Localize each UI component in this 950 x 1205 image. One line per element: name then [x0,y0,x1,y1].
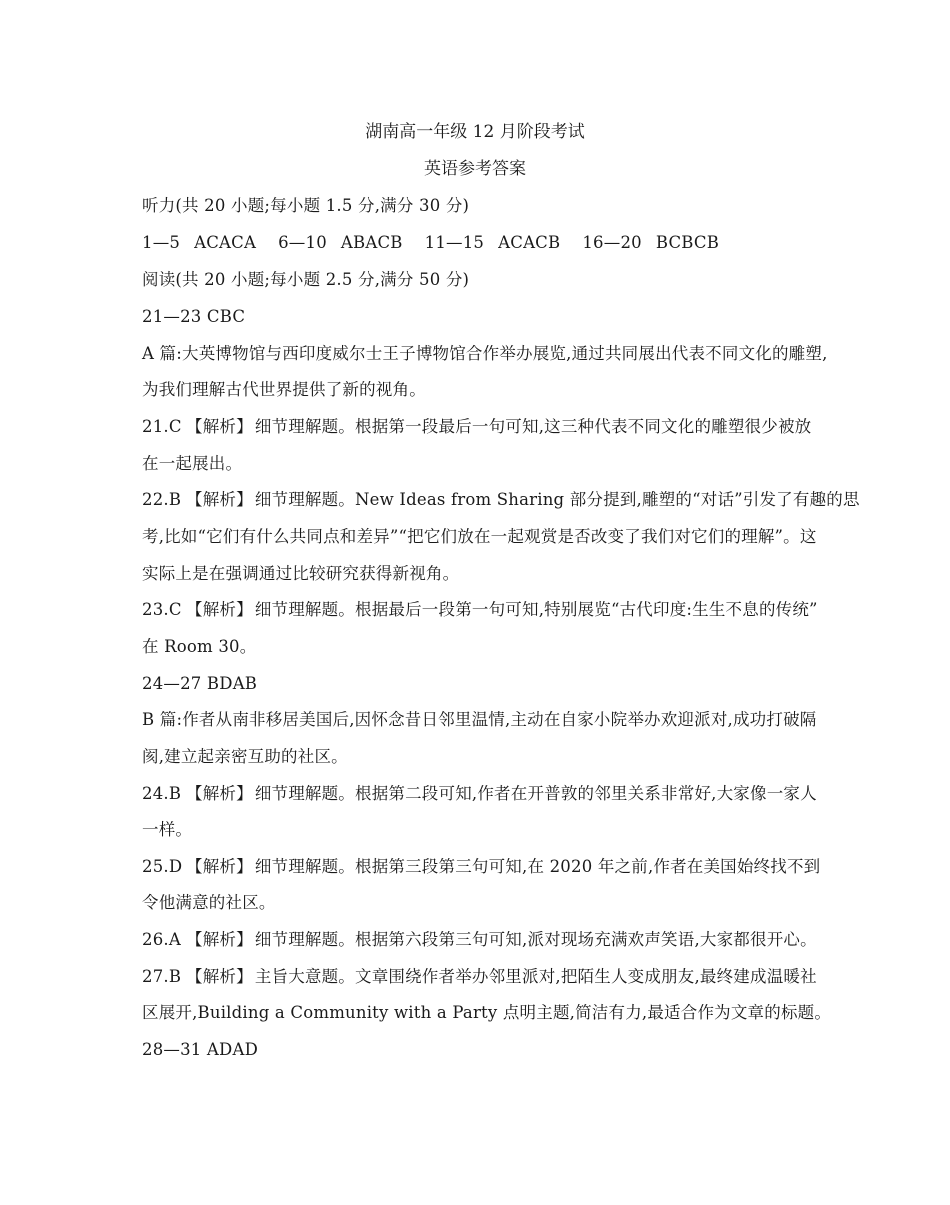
q23-answer: 23.C [142,600,182,619]
group-b-key: 24—27 BDAB [142,674,258,693]
key-answers: ABACB [340,233,403,252]
reading-heading: 阅读(共 20 小题;每小题 2.5 分,满分 50 分) [142,270,470,289]
q27-explanation [142,966,822,988]
q22-explanation [142,489,860,511]
analysis-tag: 【解析】 [186,600,253,619]
q23-text-cont: 在 Room 30。 [142,637,257,656]
q22-text-cont: 实际上是在强调通过比较研究获得新视角。 [142,564,460,583]
q24-text-cont: 一样。 [142,820,193,839]
q25-explanation [142,856,822,878]
q25-text: 细节理解题。根据第三段第三句可知,在 2020 年之前,作者在美国始终找不到 [254,857,821,876]
q21-answer: 21.C [142,417,182,436]
q22-answer: 22.B [142,490,182,509]
key-answers: ACACB [498,233,561,252]
q24-explanation [142,783,822,805]
passage-b-summary-cont: 阂,建立起亲密互助的社区。 [142,747,348,766]
q21-explanation [142,416,822,438]
key-range: 11—15 [424,233,485,252]
q25-answer: 25.D [142,857,183,876]
analysis-tag: 【解析】 [186,857,253,876]
analysis-tag: 【解析】 [186,967,253,986]
q26-answer: 26.A [142,930,181,949]
q27-text-cont: 区展开,Building a Community with a Party 点明主题,简洁有力,最适合作为文章的标题。 [142,1003,832,1022]
analysis-tag: 【解析】 [186,930,253,949]
page-subtitle: 英语参考答案 [424,159,526,179]
q23-text: 细节理解题。根据最后一段第一句可知,特别展览“古代印度:生生不息的传统” [254,600,818,619]
passage-a-summary: A 篇:大英博物馆与西印度威尔士王子博物馆合作举办展览,通过共同展出代表不同文化的雕塑, [142,344,828,363]
passage-b-summary: B 篇:作者从南非移居美国后,因怀念昔日邻里温情,主动在自家小院举办欢迎派对,成功打破隔 [142,710,817,729]
key-answers: ACACA [194,233,257,252]
passage-a-summary-cont: 为我们理解古代世界提供了新的视角。 [142,380,426,399]
q22-text: 细节理解题。New Ideas from Sharing 部分提到,雕塑的“对话”引发了有趣的思 [254,490,860,509]
key-answers: BCBCB [655,233,720,252]
q21-text-cont: 在一起展出。 [142,454,243,473]
q26-explanation [142,929,822,951]
q27-text: 主旨大意题。文章围绕作者举办邻里派对,把陌生人变成朋友,最终建成温暖社 [254,967,817,986]
listening-heading: 听力(共 20 小题;每小题 1.5 分,满分 30 分) [142,196,470,215]
key-range: 1—5 [142,233,181,252]
analysis-tag: 【解析】 [186,784,253,803]
q25-text-cont: 令他满意的社区。 [142,893,276,912]
q24-answer: 24.B [142,784,182,803]
analysis-tag: 【解析】 [186,490,253,509]
q24-text: 细节理解题。根据第二段可知,作者在开普敦的邻里关系非常好,大家像一家人 [254,784,817,803]
key-range: 6—10 [278,233,327,252]
listening-answer-row [142,232,822,254]
q21-text: 细节理解题。根据第一段最后一句可知,这三种代表不同文化的雕塑很少被放 [254,417,812,436]
group-a-key: 21—23 CBC [142,307,246,326]
group-c-key: 28—31 ADAD [142,1040,259,1059]
analysis-tag: 【解析】 [186,417,253,436]
q22-text-cont: 考,比如“它们有什么共同点和差异”“把它们放在一起观赏是否改变了我们对它们的理解”。这 [142,527,817,546]
page-title: 湖南高一年级 12 月阶段考试 [365,122,585,142]
q26-text: 细节理解题。根据第六段第三句可知,派对现场充满欢声笑语,大家都很开心。 [254,930,817,949]
q27-answer: 27.B [142,967,182,986]
key-range: 16—20 [582,233,642,252]
q23-explanation [142,599,822,621]
